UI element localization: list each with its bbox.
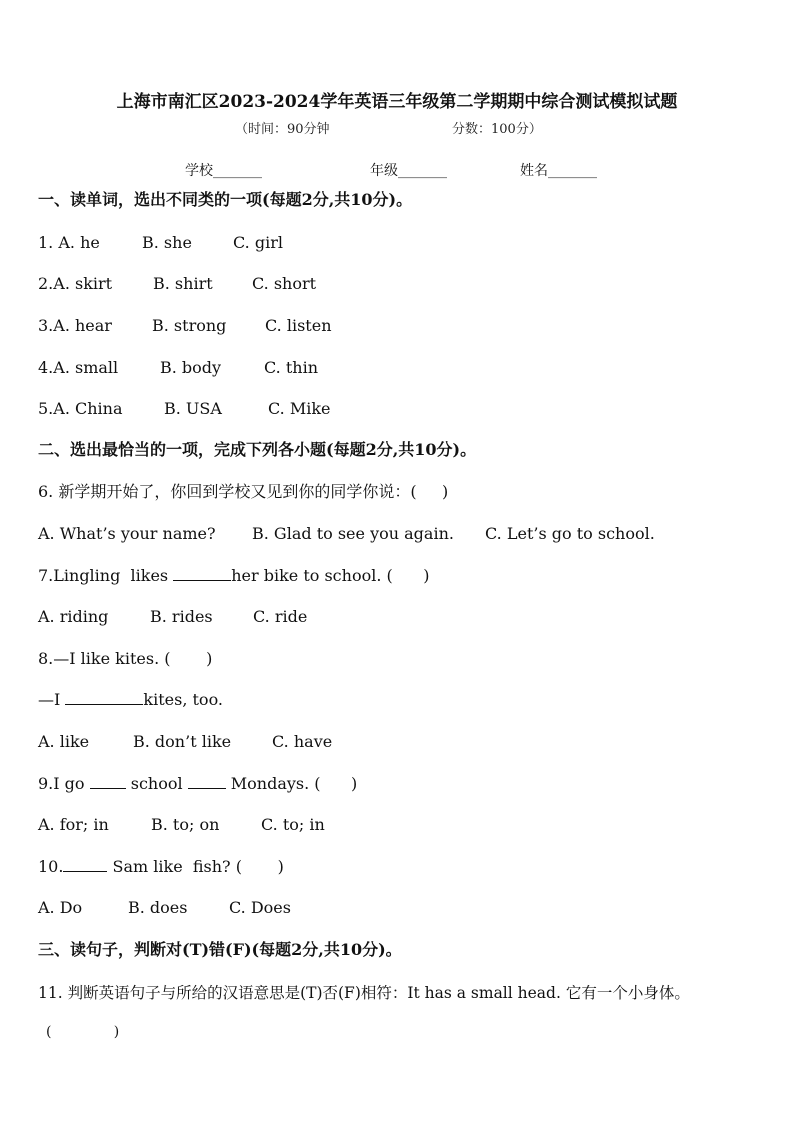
- question-9-stem: [38, 774, 357, 794]
- question-8-option-a: A. like: [38, 732, 90, 751]
- grade-field-label: 年级_______: [370, 163, 447, 179]
- question-8-option-c: C. have: [272, 732, 333, 751]
- exam-time: （时间：90分钟: [235, 122, 330, 137]
- question-10-option-c: C. Does: [229, 898, 291, 917]
- name-field-label: 姓名_______: [520, 163, 597, 179]
- section-2-heading: 二、选出最恰当的一项，完成下列各小题(每题2分,共10分)。: [38, 440, 477, 459]
- section-3-heading: 三、读句子，判断对(T)错(F)(每题2分,共10分)。: [38, 940, 402, 959]
- question-3-option-b: B. strong: [152, 316, 227, 335]
- question-10-stem: [38, 857, 284, 877]
- question-9-stem-start: 9.I go: [38, 774, 90, 793]
- section-1-heading: 一、读单词，选出不同类的一项(每题2分,共10分)。: [38, 190, 413, 209]
- question-8-reply-end: kites, too.: [143, 690, 223, 709]
- question-6-option-b: B. Glad to see you again.: [252, 524, 454, 543]
- question-7-option-a: A. riding: [38, 607, 109, 626]
- page-title: 上海市南汇区2023-2024学年英语三年级第二学期期中综合测试模拟试题: [116, 92, 678, 112]
- question-7-stem-start: 7.Lingling likes: [38, 566, 174, 585]
- question-10-option-a: A. Do: [38, 898, 83, 917]
- answer-blank: [188, 774, 226, 789]
- answer-blank: [173, 566, 231, 581]
- question-1-option-c: C. girl: [233, 233, 283, 252]
- question-8-option-b: B. don’t like: [133, 732, 232, 751]
- question-5-option-c: C. Mike: [268, 399, 331, 418]
- question-7-stem: [38, 566, 430, 586]
- question-7-option-c: C. ride: [253, 607, 308, 626]
- question-5-option-a: 5.A. China: [38, 399, 123, 418]
- question-10-number: 10.: [38, 857, 64, 876]
- question-6-option-a: A. What’s your name?: [38, 524, 216, 543]
- question-10-stem-end: Sam like fish? ( ): [107, 857, 284, 876]
- answer-blank: [63, 857, 107, 872]
- question-11-stem: 11. 判断英语句子与所给的汉语意思是(T)否(F)相符：It has a small head. 它有一个小身体。: [38, 984, 690, 1002]
- question-4-option-b: B. body: [160, 358, 222, 377]
- question-5-option-b: B. USA: [164, 399, 222, 418]
- question-6-stem: 6. 新学期开始了，你回到学校又见到你的同学你说：( ): [38, 482, 449, 501]
- question-9-option-c: C. to; in: [261, 815, 325, 834]
- question-1-option-b: B. she: [142, 233, 192, 252]
- question-4-option-c: C. thin: [264, 358, 318, 377]
- question-8-reply: [38, 690, 223, 710]
- question-4-option-a: 4.A. small: [38, 358, 119, 377]
- question-11-answer-paren: ( ): [46, 1024, 120, 1040]
- question-9-stem-middle: school: [125, 774, 188, 793]
- question-7-option-b: B. rides: [150, 607, 213, 626]
- school-field-label: 学校_______: [185, 163, 262, 179]
- question-1-option-a: 1. A. he: [38, 233, 100, 252]
- question-9-option-a: A. for; in: [38, 815, 109, 834]
- question-2-option-b: B. shirt: [153, 274, 213, 293]
- question-9-option-b: B. to; on: [151, 815, 220, 834]
- question-8-stem: 8.—I like kites. ( ): [38, 649, 213, 668]
- exam-score: 分数：100分）: [452, 122, 542, 137]
- answer-blank: [90, 774, 126, 789]
- question-2-option-a: 2.A. skirt: [38, 274, 113, 293]
- question-7-stem-end: her bike to school. ( ): [231, 566, 430, 585]
- question-9-stem-end: Mondays. ( ): [225, 774, 358, 793]
- question-8-reply-start: —I: [38, 690, 66, 709]
- answer-blank: [65, 690, 143, 705]
- question-3-option-c: C. listen: [265, 316, 332, 335]
- question-6-option-c: C. Let’s go to school.: [485, 524, 655, 543]
- question-2-option-c: C. short: [252, 274, 317, 293]
- question-3-option-a: 3.A. hear: [38, 316, 112, 335]
- question-10-option-b: B. does: [128, 898, 188, 917]
